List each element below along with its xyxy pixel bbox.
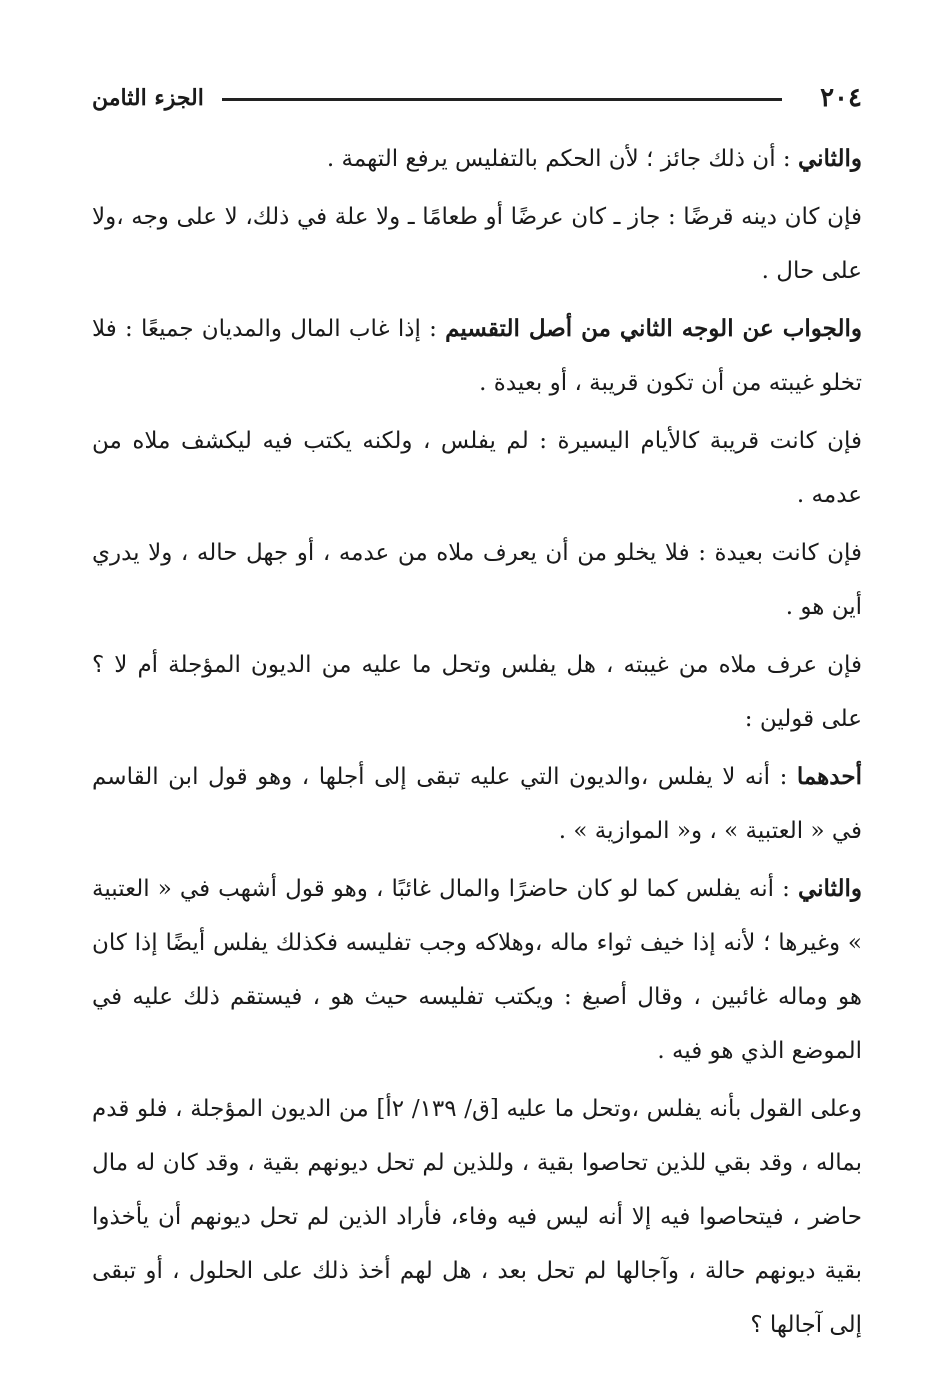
paragraph-lead: والجواب عن الوجه الثاني من أصل التقسيم — [445, 315, 862, 342]
paragraph-text: وعلى القول بأنه يفلس ،وتحل ما عليه [ق/ ١٣٩/ ٢أ] من الديون المؤجلة ، فلو قدم بماله ، وقد بقي للذين تحاصوا بقية ، وللذين لم تحل ديونهم بقية ، وقد كان له مال حاضر ، فيتحاصوا فيه إلا أنه ليس فيه وفاء، فأراد الذين لم تحل ديونهم أن يأخذوا بقية ديونهم حالة ، وآجالها لم تحل بعد ، هل لهم أخذ ذلك على الحلول ، أو تبقى إلى آجالها ؟ — [92, 1096, 863, 1338]
paragraph — [92, 750, 862, 858]
paragraph-text: : إذا غاب المال والمديان جميعًا : فلا تخلو غيبته من أن تكون قريبة ، أو بعيدة . — [92, 316, 862, 396]
paragraph-text: : أنه لا يفلس ،والديون التي عليه تبقى إلى أجلها ، وهو قول ابن القاسم في « العتبية » ، و« الموازية » . — [92, 764, 862, 844]
paragraph — [92, 302, 862, 410]
header-rule — [222, 98, 782, 101]
paragraph — [92, 862, 862, 1078]
running-head: الجزء الثامن — [92, 85, 204, 111]
page-header — [92, 78, 862, 118]
paragraph — [92, 1082, 862, 1352]
paragraph-text: : أن ذلك جائز ؛ لأن الحكم بالتفليس يرفع التهمة . — [326, 146, 798, 172]
paragraph — [92, 190, 862, 298]
paragraph-lead: والثاني — [797, 875, 862, 902]
paragraph — [92, 526, 862, 634]
paragraph-lead: أحدهما — [796, 763, 862, 790]
body-text — [92, 132, 862, 1352]
paragraph — [92, 414, 862, 522]
paragraph — [92, 638, 862, 746]
paragraph — [92, 132, 862, 186]
paragraph-text: فإن كانت قريبة كالأيام اليسيرة : لم يفلس ، ولكنه يكتب فيه ليكشف ملاه من عدمه . — [92, 428, 862, 508]
page-number: ٢٠٤ — [820, 83, 862, 113]
paragraph-text: : أنه يفلس كما لو كان حاضرًا والمال غائبًا ، وهو قول أشهب في « العتبية » وغيرها ؛ لأنه إذا خيف ثواء ماله ،وهلاكه وجب تفليسه فكذلك يفلس أيضًا إذا كان هو وماله غائبين ، وقال أصبغ : ويكتب تفليسه حيث هو ، فيستقم ذلك عليه في الموضع الذي هو فيه . — [92, 876, 862, 1064]
paragraph-text: فإن عرف ملاه من غيبته ، هل يفلس وتحل ما عليه من الديون المؤجلة أم لا ؟ على قولين : — [92, 652, 862, 732]
paragraph-text: فإن كانت بعيدة : فلا يخلو من أن يعرف ملاه من عدمه ، أو جهل حاله ، ولا يدري أين هو . — [92, 540, 862, 620]
paragraph-lead: والثاني — [797, 145, 862, 172]
paragraph-text: فإن كان دينه قرضًا : جاز ـ كان عرضًا أو طعامًا ـ ولا علة في ذلك، لا على وجه ،ولا على حال . — [92, 204, 862, 284]
